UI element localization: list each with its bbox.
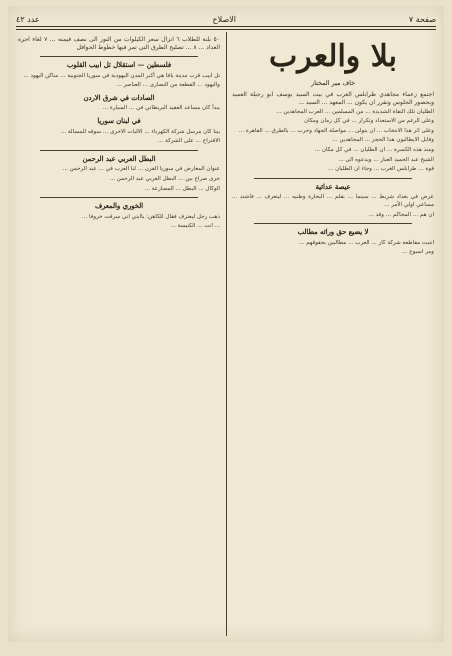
section-separator — [40, 197, 198, 198]
section-heading: عيصة عدائية — [315, 182, 351, 191]
section-heading: لا يضيع حق ورائه مطالب — [297, 228, 369, 237]
article-paragraph: بينا كان مرسل شركة الكهرباء ... الاليات الاخرى ... سوقه للمسالة ... — [60, 128, 220, 135]
section-separator — [254, 178, 412, 179]
masthead: بلا والعرب — [269, 39, 397, 74]
article-paragraph: انتبت مقاطعة شركة كار ... العرب ... مطالبين بحقوقهم ... — [299, 239, 434, 246]
page-header — [16, 12, 436, 27]
section-subheading: في لبنان سوريا — [97, 116, 141, 125]
section-heading: البطل العربي عبد الرحمن — [82, 154, 156, 163]
article-paragraph: ذهب رجل ليعترف فقال للكاهن: ياابتي اني سرقت خروفا ... — [81, 213, 220, 220]
article-paragraph: وعلى الرغم من الاستعداد وتكرار ... في كل زمان ومكان — [304, 118, 434, 125]
newspaper-page — [8, 6, 444, 642]
article-paragraph: ومنذ هذه الكسرة ... ان الطليان ... في كل مكان ... — [314, 146, 434, 153]
article-paragraph: ... انت ... الكنيسة ... — [170, 223, 220, 230]
article-paragraph: عرض في بغداد شريط ... سينما ... بقلم ... البحارة وطنيه ... ليتعرف ... فاشتد ... مساعي اولي الأمر ... — [232, 194, 434, 208]
article-paragraph: الاقتراح ... على الشركة ... — [158, 138, 220, 145]
article-paragraph: يبدأ كان مساعد العقيد البريطاني في ... السيارة ... — [102, 105, 220, 112]
section-separator — [254, 223, 412, 224]
section-heading: الخوري والمعرف — [94, 202, 144, 211]
article-paragraph: قوة ... طرابلس الغرب ... وجاء ان الطليان ... — [327, 166, 434, 173]
article-paragraph: وقابل الايطاليون هذا الحجر ... المجاهدين ... — [332, 137, 434, 144]
section-heading: فلسطين — استقلال تل ابيب القلوب — [66, 61, 172, 69]
article-paragraph: ان هم ... المحاكم ... وقد ... — [368, 211, 434, 218]
byline: خاف مير المختار — [311, 79, 355, 87]
column-divider — [226, 32, 227, 636]
article-paragraph: ٥٠ بلنة للطلاب ٦ انزال سعر الكيلوات من النور الى نصف قيمته ... ٧ لغاء اجرة العداد ... ٨ ... تصليح الطرق التي تمر فيها خطوط الحوافل — [18, 36, 220, 51]
article-paragraph: الوكال ... البطل ... المصارعة ... — [144, 185, 220, 192]
section-separator — [40, 56, 198, 57]
article-paragraph: وعلى اثر هذا الانتخاب ... ان يتولى ... مواصلة الجهاد وحرب ... بالطرق ... القاهرة ... — [238, 127, 434, 134]
section-subheading: الصادات في شرق الاردن — [83, 93, 155, 102]
right-column — [232, 36, 434, 634]
article-paragraph: واليهود ... القطعة من النصارى ... العناصر ... — [116, 82, 220, 89]
newspaper-name: الاصلاح — [212, 14, 237, 24]
article-paragraph: اجتمع زعماء مجاهدي طرابلس الغرب في بيت السيد يوسف ابو رجيلة العميد وبحضور الجلوس وتقرر ان يكون ... المعهد ... السيد ... — [232, 90, 434, 106]
article-paragraph: تل ابيب قرب مدينة يافا هي أكبر المدن اليهودية في سوريا الجنوبية ... ساكن اليهود ... — [23, 72, 220, 79]
article-paragraph: جرى صراع بين ... البطل العربي عبد الرحمن ... — [109, 175, 220, 182]
article-paragraph: ومر اسبوع ... — [402, 249, 434, 256]
issue-number: عدد ٤٢ — [16, 14, 40, 24]
article-paragraph: عنوان المعارض في سوريا القرن ... لنا العرب في ... عبد الرحمن ... — [62, 166, 220, 173]
page-number: صفحة ٧ — [408, 14, 436, 24]
article-paragraph: الطليان تلك النقاة الشديدة ... من المسلمين ... العرب المجاهدين ... — [276, 108, 434, 115]
article-paragraph: الشيخ عبد الحميد العبار ... ويدعوه الى ... — [338, 156, 434, 163]
left-column — [18, 36, 220, 634]
section-separator — [40, 150, 198, 151]
